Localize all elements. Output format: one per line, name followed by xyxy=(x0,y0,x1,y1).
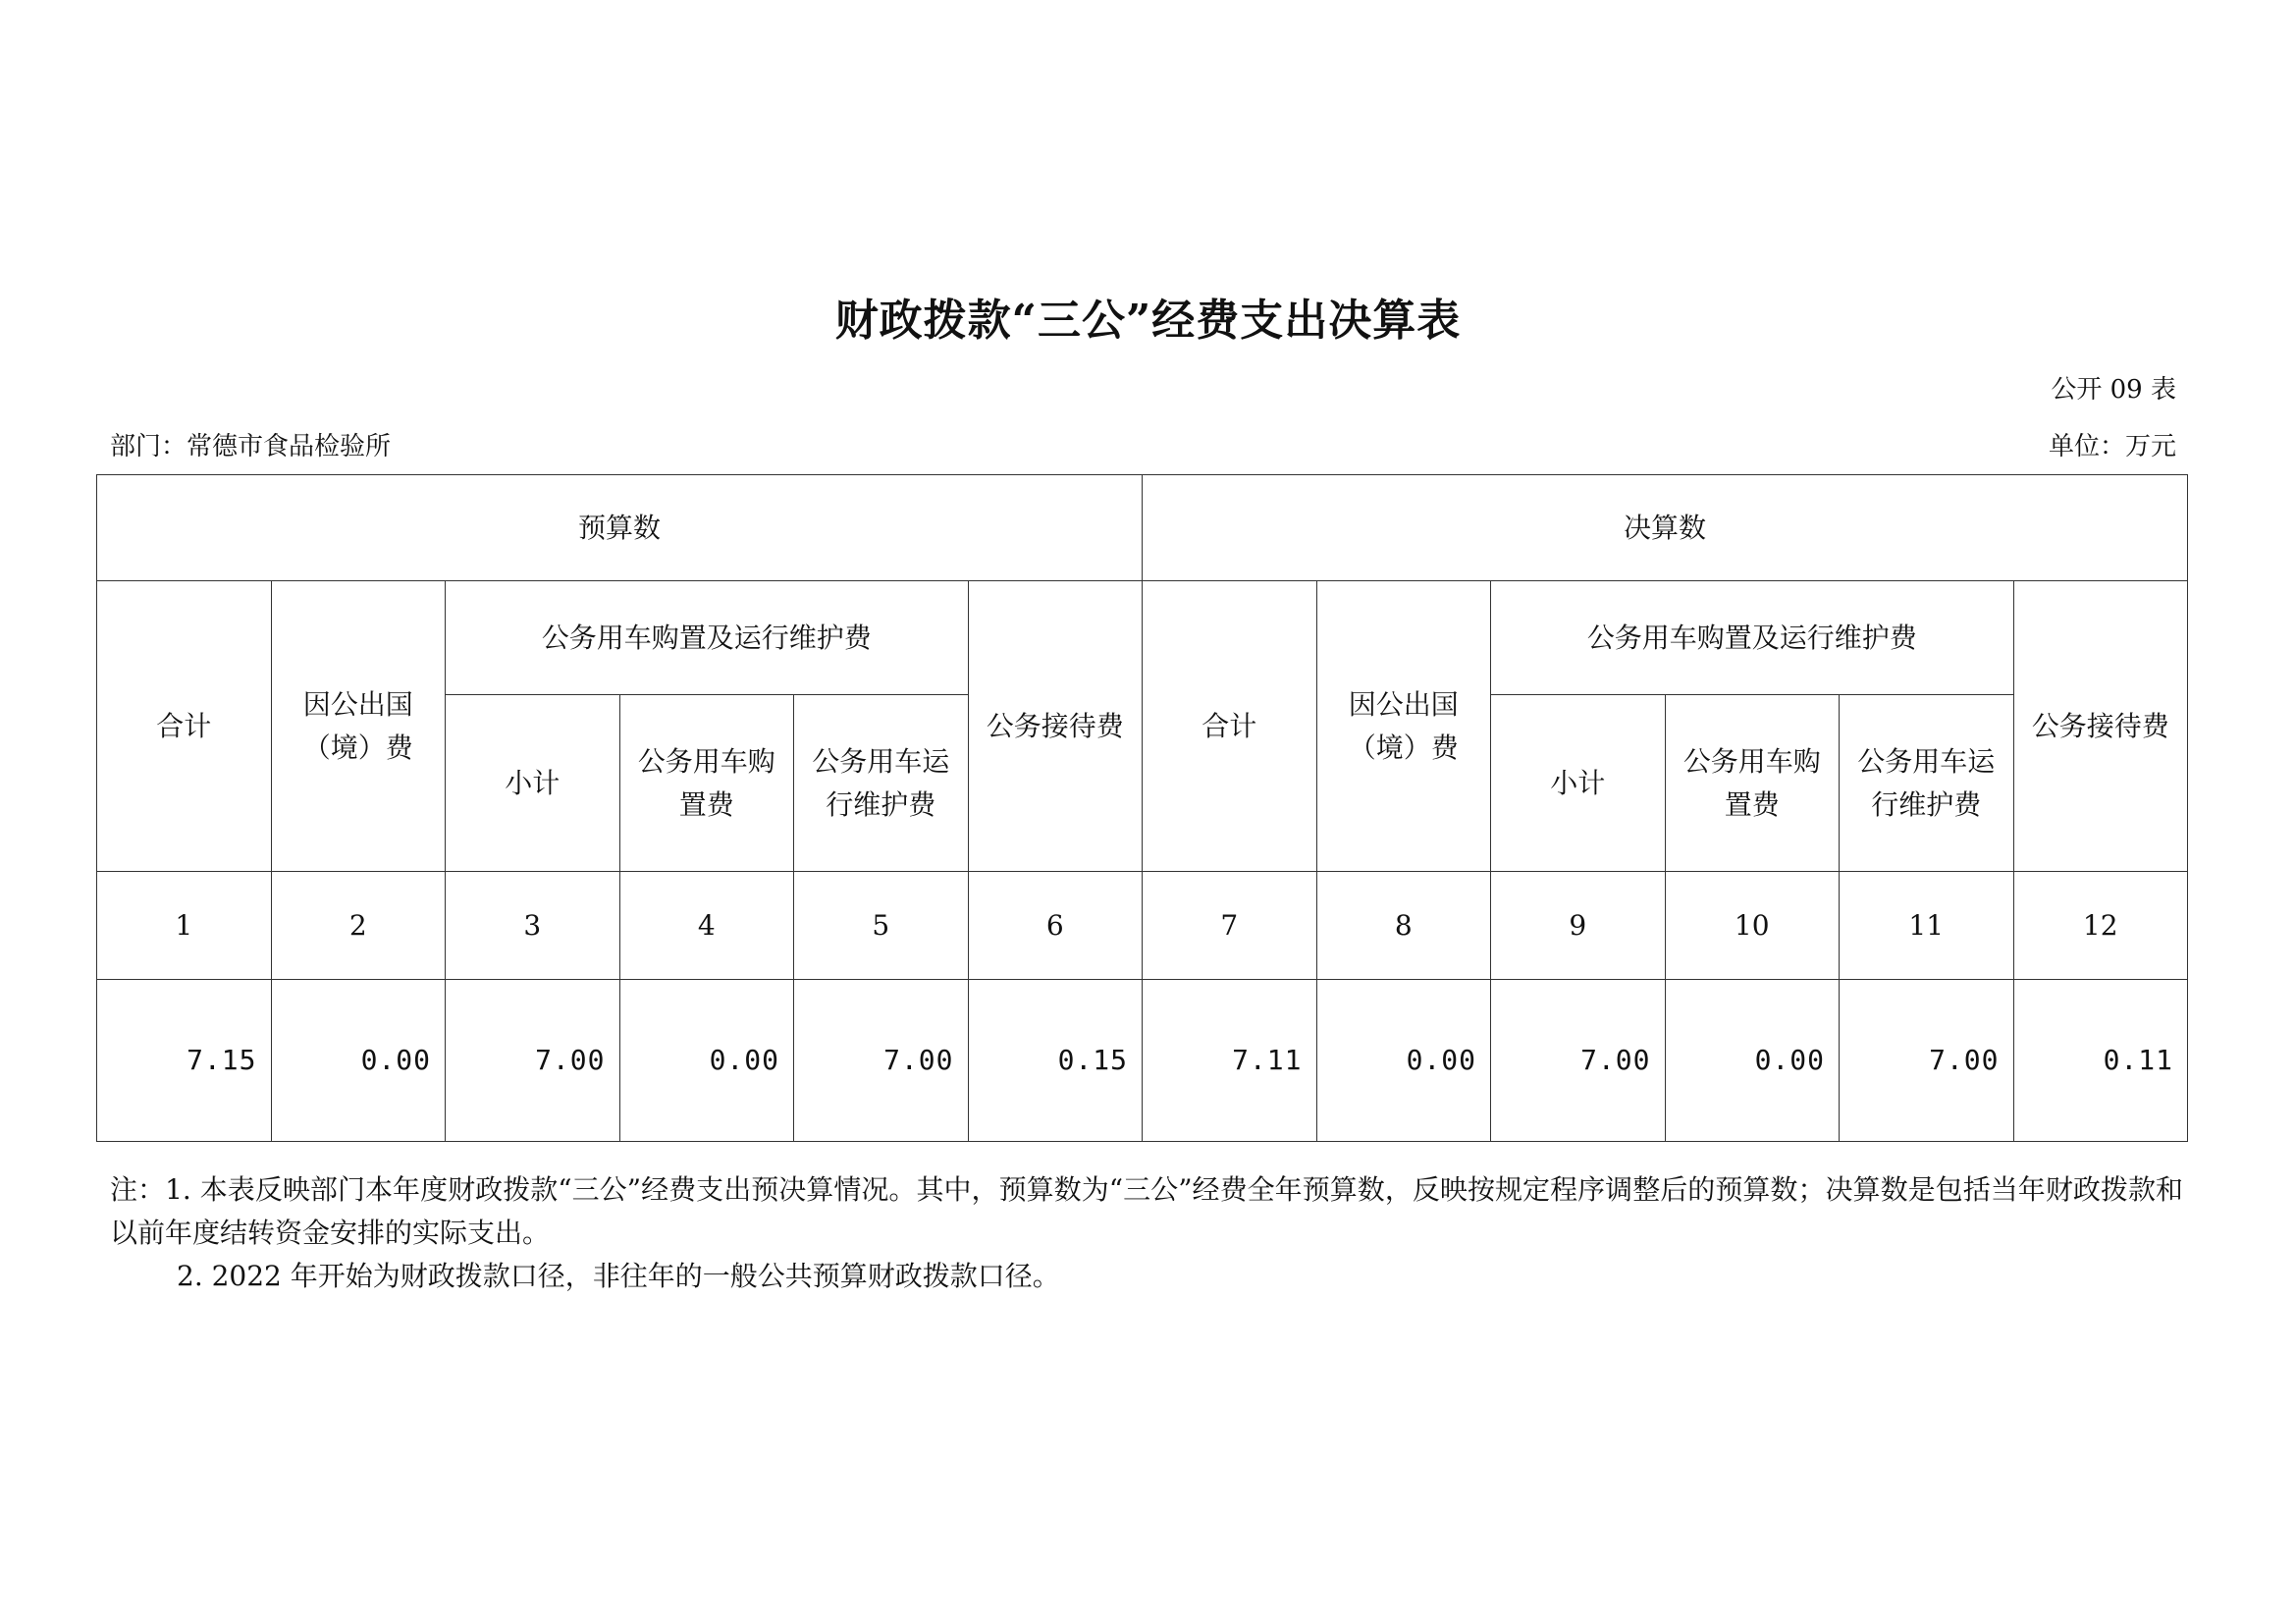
final-subtotal-header: 小计 xyxy=(1491,695,1666,872)
table-value-row xyxy=(97,980,2188,1142)
budget-vehicle-purchase-header: 公务用车购置费 xyxy=(619,695,794,872)
index-cell: 3 xyxy=(446,872,620,980)
budget-group-header: 预算数 xyxy=(97,475,1143,581)
value-cell: 7.00 xyxy=(1840,980,2014,1142)
final-vehicle-maintenance-header: 公务用车运行维护费 xyxy=(1840,695,2014,872)
value-cell: 0.00 xyxy=(271,980,446,1142)
final-reception-header: 公务接待费 xyxy=(2013,581,2188,872)
index-cell: 1 xyxy=(97,872,272,980)
index-cell: 8 xyxy=(1316,872,1491,980)
budget-vehicle-maintenance-header: 公务用车运行维护费 xyxy=(794,695,969,872)
budget-reception-header: 公务接待费 xyxy=(968,581,1143,872)
value-cell: 0.00 xyxy=(1316,980,1491,1142)
index-cell: 11 xyxy=(1840,872,2014,980)
budget-total-header: 合计 xyxy=(97,581,272,872)
value-cell: 0.11 xyxy=(2013,980,2188,1142)
expenditure-table xyxy=(96,474,2188,1142)
budget-abroad-header: 因公出国（境）费 xyxy=(271,581,446,872)
index-cell: 9 xyxy=(1491,872,1666,980)
budget-subtotal-header: 小计 xyxy=(446,695,620,872)
value-cell: 7.00 xyxy=(794,980,969,1142)
index-cell: 2 xyxy=(271,872,446,980)
final-total-header: 合计 xyxy=(1143,581,1317,872)
footnote-2: 2. 2022 年开始为财政拨款口径，非往年的一般公共预算财政拨款口径。 xyxy=(177,1260,1060,1292)
index-cell: 12 xyxy=(2013,872,2188,980)
final-abroad-header: 因公出国（境）费 xyxy=(1316,581,1491,872)
final-vehicle-group-header: 公务用车购置及运行维护费 xyxy=(1491,581,2014,695)
table-index-row xyxy=(97,872,2188,980)
table-header-row-groups xyxy=(97,475,2188,581)
value-cell: 0.15 xyxy=(968,980,1143,1142)
value-cell: 7.15 xyxy=(97,980,272,1142)
index-cell: 5 xyxy=(794,872,969,980)
budget-vehicle-group-header: 公务用车购置及运行维护费 xyxy=(446,581,969,695)
value-cell: 7.00 xyxy=(1491,980,1666,1142)
department-label: 部门：常德市食品检验所 xyxy=(110,432,392,461)
document-title: 财政拨款“三公”经费支出决算表 xyxy=(834,296,1462,346)
footnote-1: 注：1. 本表反映部门本年度财政拨款“三公”经费支出预决算情况。其中，预算数为“三公”经费全年预算数，反映按规定程序调整后的预算数；决算数是包括当年财政拨款和以前年度结转资金安排的实际支出。 xyxy=(110,1173,2183,1249)
footnotes xyxy=(110,1168,2183,1298)
value-cell: 0.00 xyxy=(619,980,794,1142)
unit-label: 单位：万元 xyxy=(2048,432,2176,461)
index-cell: 6 xyxy=(968,872,1143,980)
index-cell: 10 xyxy=(1665,872,1840,980)
value-cell: 7.11 xyxy=(1143,980,1317,1142)
form-number: 公开 09 表 xyxy=(2051,375,2176,405)
value-cell: 0.00 xyxy=(1665,980,1840,1142)
final-vehicle-purchase-header: 公务用车购置费 xyxy=(1665,695,1840,872)
index-cell: 7 xyxy=(1143,872,1317,980)
final-group-header: 决算数 xyxy=(1143,475,2188,581)
value-cell: 7.00 xyxy=(446,980,620,1142)
table-header-row-columns xyxy=(97,581,2188,695)
index-cell: 4 xyxy=(619,872,794,980)
